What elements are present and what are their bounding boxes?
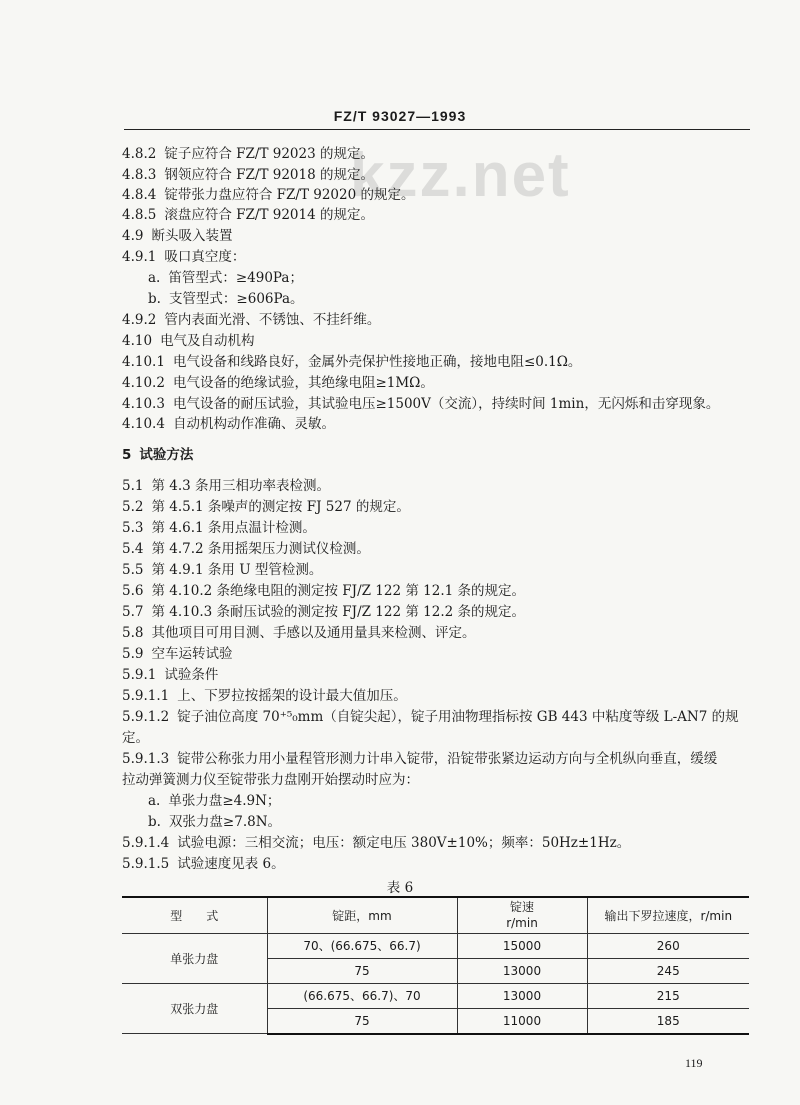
item-a-flute-pipe: a. 笛管型式：≥490Pa；: [148, 270, 303, 286]
item-b-branch-pipe: b. 支管型式：≥606Pa。: [148, 291, 304, 307]
clause-5-9-1: 5.9.1 试验条件: [122, 667, 219, 683]
table-row: [122, 933, 749, 958]
clause-4-8-3: 4.8.3 钢领应符合 FZ/T 92018 的规定。: [122, 167, 374, 183]
header-type: 型 式: [122, 897, 267, 933]
cell-roller: 215: [587, 983, 749, 1008]
cell-type: 双张力盘: [122, 983, 267, 1034]
clause-4-9-1: 4.9.1 吸口真空度：: [122, 249, 246, 265]
clause-4-10-3: 4.10.3 电气设备的耐压试验，其试验电压≥1500V（交流），持续时间 1min，无闪烁和击穿现象。: [122, 396, 720, 412]
clause-4-8-2: 4.8.2 锭子应符合 FZ/T 92023 的规定。: [122, 146, 374, 162]
item-b-double-tension: b. 双张力盘≥7.8N。: [148, 814, 282, 830]
cell-speed: 13000: [457, 958, 587, 983]
header-gauge: 锭距，mm: [267, 897, 457, 933]
clause-5-9: 5.9 空车运转试验: [122, 646, 233, 662]
clause-5-9-1-3: 5.9.1.3 锭带公称张力用小量程管形测力计串入锭带，沿锭带张紧边运动方向与全机纵向垂直，缓缓: [122, 751, 718, 767]
header-spindle-speed: 锭速 r/min: [457, 897, 587, 933]
cell-roller: 245: [587, 958, 749, 983]
clause-5-9-1-3-continued: 拉动弹簧测力仪至锭带张力盘刚开始摆动时应为：: [122, 772, 419, 788]
clause-4-10-4: 4.10.4 自动机构动作准确、灵敏。: [122, 416, 335, 432]
clause-4-9-2: 4.9.2 管内表面光滑、不锈蚀、不挂纤维。: [122, 312, 381, 328]
clause-4-10-1: 4.10.1 电气设备和线路良好，金属外壳保护性接地正确，接地电阻≤0.1Ω。: [122, 354, 582, 370]
cell-roller: 260: [587, 933, 749, 958]
speed-table: [122, 896, 749, 1035]
item-a-single-tension: a. 单张力盘≥4.9N；: [148, 793, 281, 809]
cell-gauge: 75: [267, 1008, 457, 1034]
table-row: [122, 983, 749, 1008]
clause-5-7: 5.7 第 4.10.3 条耐压试验的测定按 FJ/Z 122 第 12.2 条的规定。: [122, 604, 525, 620]
clause-4-10-2: 4.10.2 电气设备的绝缘试验，其绝缘电阻≥1MΩ。: [122, 375, 434, 391]
clause-5-9-1-4: 5.9.1.4 试验电源：三相交流；电压：额定电压 380V±10%；频率：50Hz±1Hz。: [122, 835, 631, 851]
clause-4-8-5: 4.8.5 滚盘应符合 FZ/T 92014 的规定。: [122, 207, 374, 223]
clause-5-1: 5.1 第 4.3 条用三相功率表检测。: [122, 478, 331, 494]
cell-speed: 13000: [457, 983, 587, 1008]
clause-5-9-1-2: 5.9.1.2 锭子油位高度 70⁺⁵₀mm（自锭尖起），锭子用油物理指标按 GB 443 中粘度等级 L-AN7 的规: [122, 709, 739, 725]
cell-type: 单张力盘: [122, 933, 267, 983]
cell-gauge: (66.675、66.7)、70: [267, 983, 457, 1008]
document-header: FZ/T 93027—1993: [333, 108, 467, 124]
clause-5-5: 5.5 第 4.9.1 条用 U 型管检测。: [122, 562, 323, 578]
cell-roller: 185: [587, 1008, 749, 1034]
cell-speed: 15000: [457, 933, 587, 958]
cell-speed: 11000: [457, 1008, 587, 1034]
clause-5-8: 5.8 其他项目可用目测、手感以及通用量具来检测、评定。: [122, 625, 476, 641]
clause-4-8-4: 4.8.4 锭带张力盘应符合 FZ/T 92020 的规定。: [122, 187, 415, 203]
clause-5-3: 5.3 第 4.6.1 条用点温计检测。: [122, 520, 316, 536]
clause-5-9-1-5: 5.9.1.5 试验速度见表 6。: [122, 856, 285, 872]
clause-5-2: 5.2 第 4.5.1 条噪声的测定按 FJ 527 的规定。: [122, 499, 410, 515]
page-number: 119: [685, 1056, 703, 1070]
clause-5-6: 5.6 第 4.10.2 条绝缘电阻的测定按 FJ/Z 122 第 12.1 条的规定。: [122, 583, 525, 599]
clause-4-10: 4.10 电气及自动机构: [122, 333, 255, 349]
clause-5-9-1-1: 5.9.1.1 上、下罗拉按摇架的设计最大值加压。: [122, 688, 407, 704]
table-caption: 表 6: [386, 880, 414, 896]
clause-4-9: 4.9 断头吸入装置: [122, 228, 233, 244]
clause-5-9-1-2-continued: 定。: [122, 730, 149, 746]
table-header-row: [122, 897, 749, 933]
header-roller-speed: 输出下罗拉速度，r/min: [587, 897, 749, 933]
cell-gauge: 75: [267, 958, 457, 983]
section-5-heading: 5 试验方法: [122, 447, 194, 463]
header-rule: [124, 129, 750, 130]
watermark: kzz.net: [350, 141, 571, 210]
cell-gauge: 70、(66.675、66.7): [267, 933, 457, 958]
clause-5-4: 5.4 第 4.7.2 条用摇架压力测试仪检测。: [122, 541, 370, 557]
